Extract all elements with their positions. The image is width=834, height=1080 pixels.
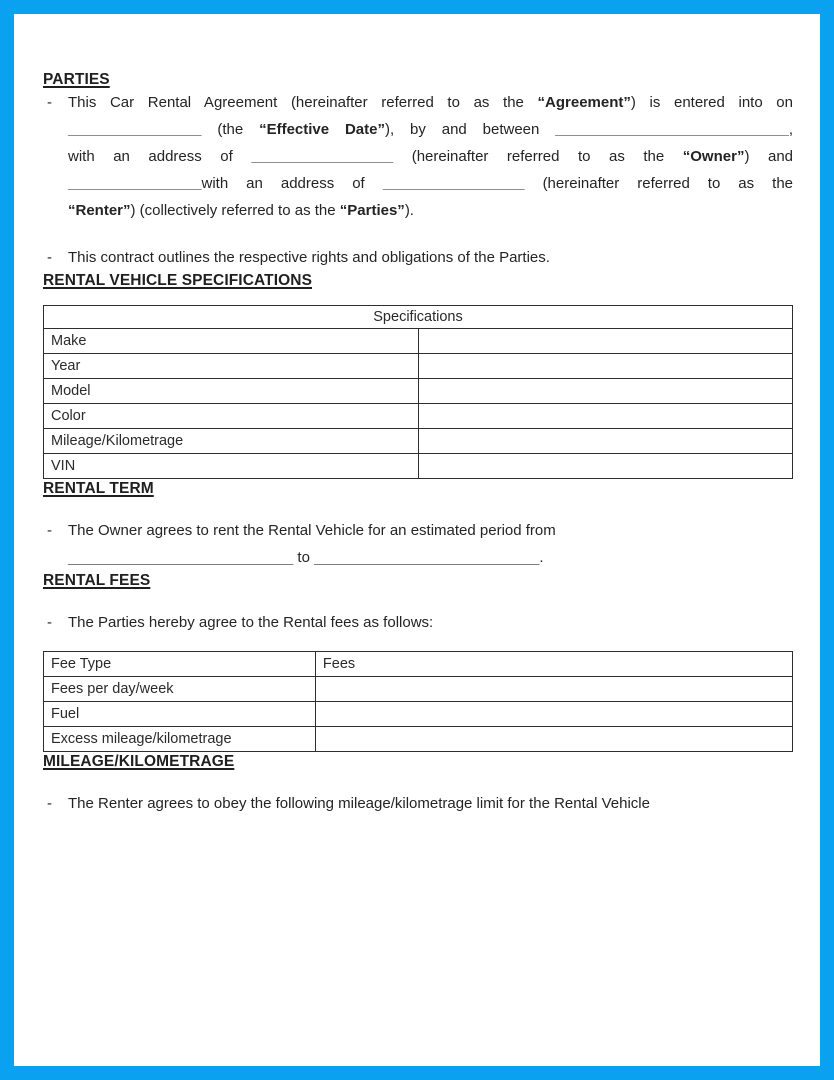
section-heading-parties: PARTIES: [43, 71, 110, 88]
text-segment: .: [539, 549, 544, 566]
text-segment: (hereinafter referred to as the: [524, 175, 793, 192]
text-segment: (hereinafter referred to as the: [393, 148, 683, 165]
table-row: [44, 404, 793, 429]
rental-fees-intro-text: The Parties hereby agree to the Rental fees as follows:: [68, 614, 434, 631]
fill-in-blank: ____________________________: [555, 121, 789, 138]
text-segment: ), by and between: [385, 121, 556, 138]
fill-in-blank: ___________________________: [68, 549, 294, 566]
section-heading-rental-term: RENTAL TERM: [43, 480, 154, 497]
table-row: [44, 429, 793, 454]
fee-value-excess-mileage: [315, 727, 792, 752]
text-segment: “Renter”: [68, 202, 131, 219]
text-segment: “Owner”: [682, 148, 745, 165]
table-row: [44, 329, 793, 354]
paragraph-line: [68, 116, 793, 143]
paragraph-line: The Owner agrees to rent the Rental Vehicle for an estimated period from: [68, 522, 556, 539]
rental-period-blanks: [68, 544, 793, 571]
spec-value-model: [418, 379, 793, 404]
fill-in-blank: _________________: [382, 175, 525, 192]
text-segment: ) (collectively referred to as the: [130, 202, 340, 219]
spec-label-mileage: Mileage/Kilometrage: [44, 429, 419, 454]
spec-label-make: Make: [44, 329, 419, 354]
fill-in-blank: ___________________________: [314, 549, 540, 566]
bullet-dash: -: [47, 94, 52, 111]
text-segment: ).: [404, 202, 414, 219]
specs-table: [43, 305, 793, 479]
text-segment: “Agreement”: [537, 94, 631, 111]
table-row: [44, 354, 793, 379]
bullet-dash: -: [47, 614, 52, 631]
fee-label-excess-mileage: Excess mileage/kilometrage: [44, 727, 316, 752]
spec-label-color: Color: [44, 404, 419, 429]
table-row: [44, 702, 793, 727]
parties-paragraph: [68, 89, 793, 224]
rental-term-bullet: [43, 517, 793, 571]
text-segment: with an address of: [68, 148, 252, 165]
bullet-dash: -: [47, 522, 52, 539]
paragraph-line: [68, 197, 793, 224]
document-content: [14, 14, 820, 817]
table-row: [44, 454, 793, 479]
paragraph-line: [68, 89, 793, 116]
fee-value-fuel: [315, 702, 792, 727]
text-segment: “Parties”: [339, 202, 405, 219]
spec-value-make: [418, 329, 793, 354]
fill-in-blank: ________________: [68, 121, 202, 138]
table-row: [44, 379, 793, 404]
specs-table-title: Specifications: [44, 306, 793, 329]
specs-table-header-row: [44, 306, 793, 329]
section-heading-rental-fees: RENTAL FEES: [43, 572, 151, 589]
text-segment: to: [293, 549, 315, 566]
spec-value-year: [418, 354, 793, 379]
spec-value-mileage: [418, 429, 793, 454]
contract-outline-text: This contract outlines the respective rights and obligations of the Parties.: [68, 249, 550, 266]
text-segment: (the: [201, 121, 260, 138]
text-segment: This Car Rental Agreement (hereinafter referred to as the: [68, 94, 538, 111]
rental-fees-bullet: [43, 609, 793, 636]
section-heading-vehicle-specifications: RENTAL VEHICLE SPECIFICATIONS: [43, 272, 313, 289]
table-row: [44, 727, 793, 752]
fees-table: [43, 651, 793, 752]
spec-label-model: Model: [44, 379, 419, 404]
parties-bullet-1: [43, 89, 793, 224]
spec-label-vin: VIN: [44, 454, 419, 479]
text-segment: ,: [788, 121, 793, 138]
fees-header-fees: Fees: [315, 652, 792, 677]
fee-label-fuel: Fuel: [44, 702, 316, 727]
bullet-dash: -: [47, 249, 52, 266]
spec-value-vin: [418, 454, 793, 479]
mileage-limit-text: The Renter agrees to obey the following mileage/kilometrage limit for the Rental Vehicle: [68, 795, 650, 812]
fees-header-fee-type: Fee Type: [44, 652, 316, 677]
fee-value-per-day-week: [315, 677, 792, 702]
text-segment: ) and: [744, 148, 794, 165]
section-heading-mileage: MILEAGE/KILOMETRAGE: [43, 753, 235, 770]
rental-term-paragraph: [68, 517, 793, 571]
document-page: [14, 14, 820, 1066]
fees-table-header-row: [44, 652, 793, 677]
mileage-bullet: [43, 790, 793, 817]
fee-label-per-day-week: Fees per day/week: [44, 677, 316, 702]
table-row: [44, 677, 793, 702]
spec-value-color: [418, 404, 793, 429]
parties-bullet-2: [43, 244, 793, 271]
text-segment: “Effective Date”: [259, 121, 385, 138]
paragraph-line: [68, 143, 793, 170]
fill-in-blank: _________________: [251, 148, 394, 165]
paragraph-line: [68, 170, 793, 197]
text-segment: ) is entered into on: [630, 94, 793, 111]
fill-in-blank: ________________: [68, 175, 202, 192]
spec-label-year: Year: [44, 354, 419, 379]
bullet-dash: -: [47, 795, 52, 812]
text-segment: with an address of: [201, 175, 383, 192]
